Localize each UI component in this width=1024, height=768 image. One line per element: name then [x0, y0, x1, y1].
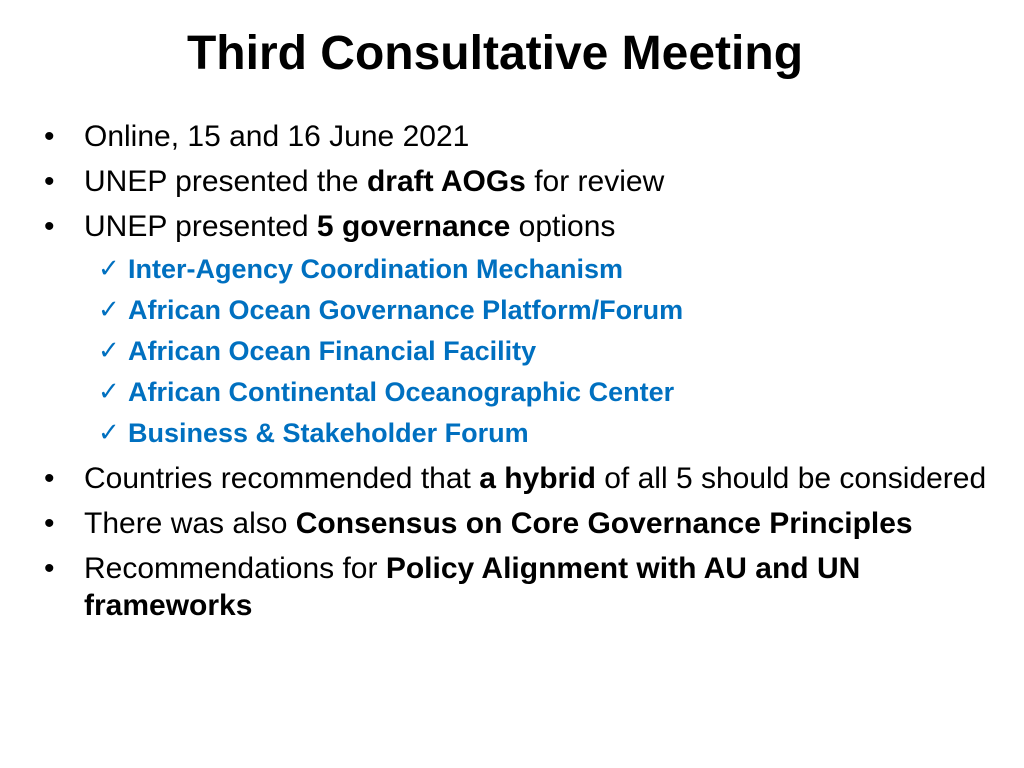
option-label: African Ocean Financial Facility: [128, 336, 537, 366]
bullet-icon: •: [44, 165, 55, 198]
option-label: Inter-Agency Coordination Mechanism: [128, 254, 624, 284]
bullet-icon: •: [44, 120, 55, 153]
bullet-text-after: of all 5 should be considered: [595, 462, 987, 495]
bullet-text-bold: draft AOGs: [366, 165, 526, 198]
checkmark-icon: ✓: [98, 418, 120, 448]
bullet-text-bold: Consensus on Core Governance Principles: [295, 507, 913, 540]
bullet-item-consensus: [36, 505, 1006, 542]
bullet-item-governance-options: [36, 208, 1006, 245]
bullet-text-before: UNEP presented the: [84, 165, 367, 198]
checkmark-icon: ✓: [98, 336, 120, 366]
bullet-item-policy-alignment: [36, 550, 1006, 624]
option-item: [36, 290, 1006, 331]
bullet-text-before: Recommendations for: [84, 552, 386, 585]
slide-title: Third Consultative Meeting: [186, 27, 804, 80]
bullet-text-before: There was also: [84, 507, 296, 540]
checkmark-icon: ✓: [98, 254, 120, 284]
bullet-icon: •: [44, 210, 55, 243]
option-item: [36, 331, 1006, 372]
bullet-text-before: Countries recommended that: [84, 462, 480, 495]
bullet-item-draft-aogs: [36, 163, 1006, 200]
bullet-list: [36, 118, 1006, 632]
checkmark-icon: ✓: [98, 295, 120, 325]
option-item: [36, 249, 1006, 290]
bullet-text-after: options: [510, 210, 616, 243]
bullet-text: Online, 15 and 16 June 2021: [84, 120, 470, 153]
option-label: Business & Stakeholder Forum: [128, 418, 529, 448]
option-label: African Continental Oceanographic Center: [128, 377, 675, 407]
bullet-text-bold: Policy Alignment with AU and UN frameworks: [84, 552, 861, 622]
bullet-icon: •: [44, 462, 55, 495]
bullet-item-online: [36, 118, 1006, 155]
checkmark-icon: ✓: [98, 377, 120, 407]
governance-options-list: [36, 249, 1006, 454]
bullet-text-after: for review: [525, 165, 665, 198]
bullet-text-bold: 5 governance: [316, 210, 511, 243]
option-label: African Ocean Governance Platform/Forum: [128, 295, 684, 325]
option-item: [36, 413, 1006, 454]
bullet-icon: •: [44, 552, 55, 585]
bullet-text-before: UNEP presented: [84, 210, 317, 243]
bullet-item-hybrid: [36, 460, 1006, 497]
bullet-icon: •: [44, 507, 55, 540]
option-item: [36, 372, 1006, 413]
bullet-text-bold: a hybrid: [479, 462, 596, 495]
